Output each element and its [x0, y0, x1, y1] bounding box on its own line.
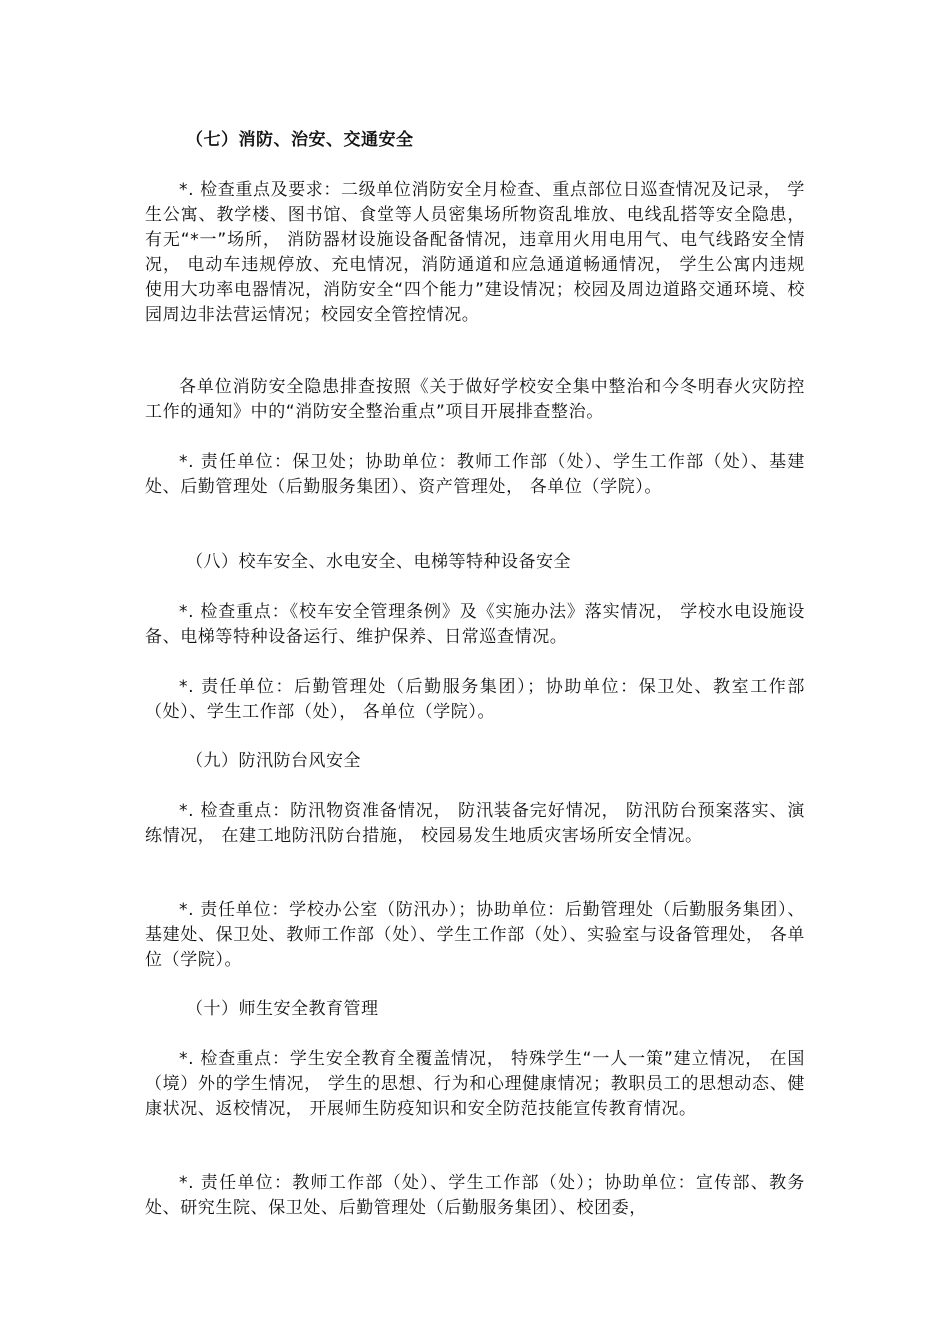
section-7-title: （七）消防、治安、交通安全 — [186, 130, 414, 150]
section-7-paragraph-1: *. 检查重点及要求：二级单位消防安全月检查、重点部位日巡查情况及记录， 学生公寓、教学楼、图书馆、食堂等人员密集场所物资乱堆放、电线乱搭等安全隐患， 有无“*一”场所， 消防器材设施设备配备情况，违章用火用电用气、电气线路安全情况， 电动车违规停放、充电情况，消防通道和应急通道畅通情况， 学生公寓内违规使用大功率电器情况，消防安全“四个能力”建设情况；校园及周边道路交通环境、校园周边非法营运情况；校园安全管控情况。 — [145, 180, 805, 325]
section-8-title: （八）校车安全、水电安全、电梯等特种设备安全 — [186, 552, 571, 572]
section-8-paragraph-1: *. 检查重点：《校车安全管理条例》及《实施办法》落实情况， 学校水电设施设备、电梯等特种设备运行、维护保养、日常巡查情况。 — [145, 602, 805, 647]
section-9-paragraph-1: *. 检查重点：防汛物资准备情况， 防汛装备完好情况， 防汛防台预案落实、演练情况， 在建工地防汛防台措施， 校园易发生地质灾害场所安全情况。 — [145, 801, 805, 846]
section-8-paragraph-2: *. 责任单位：后勤管理处（后勤服务集团）；协助单位：保卫处、教室工作部（处）、学生工作部（处）， 各单位（学院）。 — [145, 677, 805, 722]
section-10-paragraph-1: *. 检查重点：学生安全教育全覆盖情况， 特殊学生“一人一策”建立情况， 在国（境）外的学生情况， 学生的思想、行为和心理健康情况；教职员工的思想动态、健康状况、返校情况， 开展师生防疫知识和安全防范技能宣传教育情况。 — [145, 1049, 805, 1119]
section-7-paragraph-3: *. 责任单位：保卫处；协助单位：教师工作部（处）、学生工作部（处）、基建处、后勤管理处（后勤服务集团）、资产管理处， 各单位（学院）。 — [145, 452, 805, 497]
section-9-title: （九）防汛防台风安全 — [186, 751, 361, 771]
section-10-title: （十）师生安全教育管理 — [186, 999, 379, 1019]
section-9-paragraph-2: *. 责任单位：学校办公室（防汛办）；协助单位：后勤管理处（后勤服务集团）、基建处、保卫处、教师工作部（处）、学生工作部（处）、实验室与设备管理处， 各单位（学院）。 — [145, 900, 805, 970]
section-10-paragraph-2: *. 责任单位：教师工作部（处）、学生工作部（处）；协助单位：宣传部、教务处、研究生院、保卫处、后勤管理处（后勤服务集团）、校团委， — [145, 1173, 805, 1218]
section-7-paragraph-2: 各单位消防安全隐患排查按照《关于做好学校安全集中整治和今冬明春火灾防控工作的通知》中的“消防安全整治重点”项目开展排查整治。 — [145, 377, 805, 422]
